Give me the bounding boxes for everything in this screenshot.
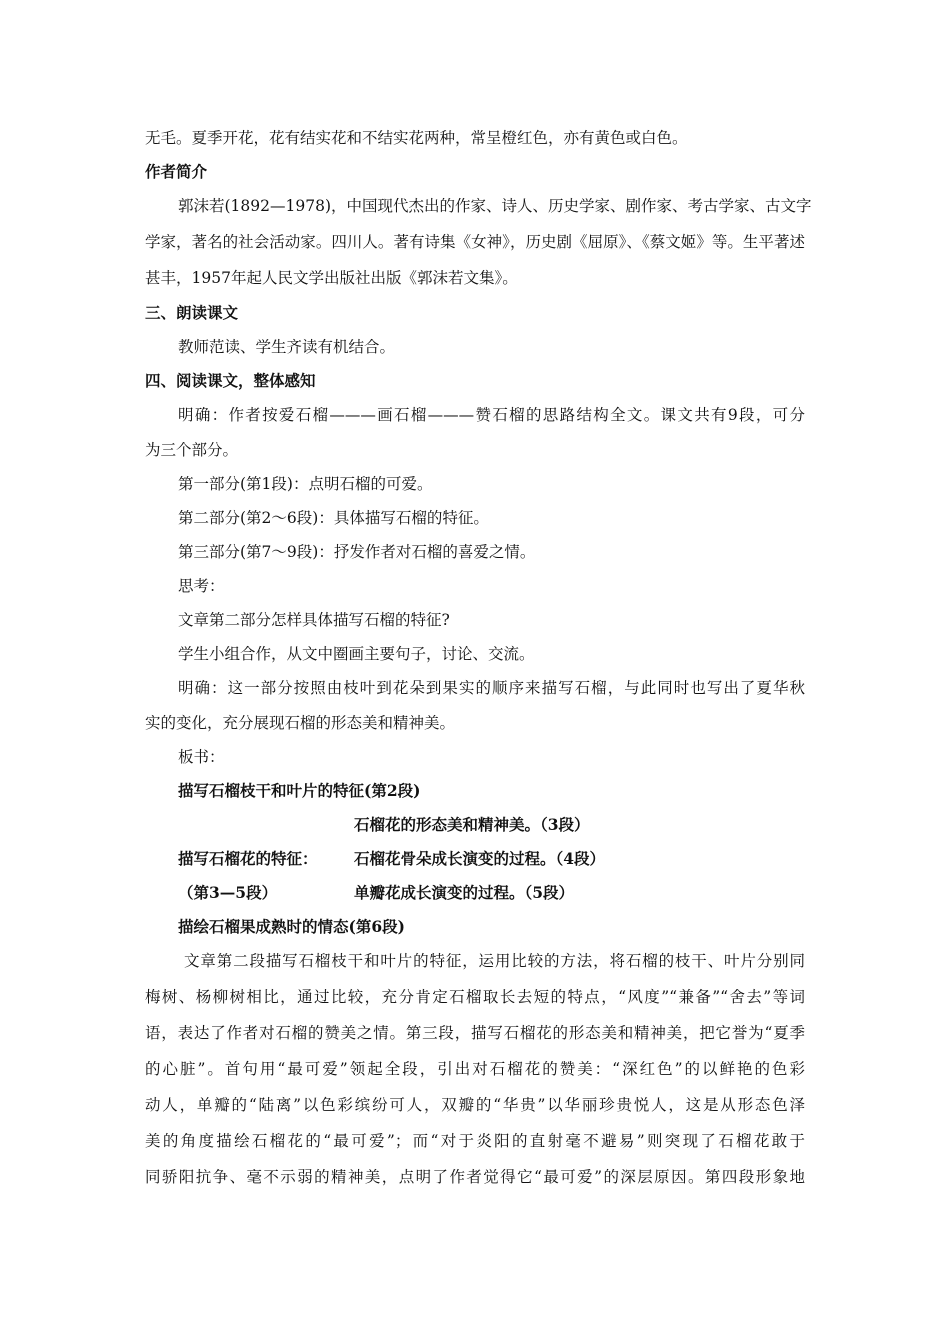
paragraph-line: 甚丰，1957年起人民文学出版社出版《郭沫若文集》。 bbox=[145, 269, 518, 287]
paragraph-line: 明确：这一部分按照由枝叶到花朵到果实的顺序来描写石榴，与此同时也写出了夏华秋 bbox=[178, 679, 805, 697]
paragraph-line: 为三个部分。 bbox=[145, 441, 239, 459]
section-heading-author: 作者简介 bbox=[145, 162, 208, 181]
board-line: 描写石榴枝干和叶片的特征(第2段) bbox=[178, 781, 421, 800]
paragraph-line: 动人，单瓣的“陆离”以色彩缤纷可人，双瓣的“华贵”以华丽珍贵悦人，这是从形态色泽 bbox=[145, 1096, 805, 1114]
board-line: 单瓣花成长演变的过程。（5段） bbox=[354, 883, 575, 902]
paragraph-line: 学家，著名的社会活动家。四川人。著有诗集《女神》，历史剧《屈原》、《蔡文姬》等。生平著述 bbox=[145, 233, 805, 251]
board-line: （第3—5段） bbox=[178, 883, 278, 902]
board-line: 描写石榴花的特征： bbox=[178, 849, 318, 868]
paragraph-line: 学生小组合作，从文中圈画主要句子，讨论、交流。 bbox=[178, 645, 535, 663]
paragraph-line: 文章第二段描写石榴枝干和叶片的特征，运用比较的方法，将石榴的枝干、叶片分别同 bbox=[184, 952, 805, 970]
paragraph-line: 同骄阳抗争、毫不示弱的精神美，点明了作者觉得它“最可爱”的深层原因。第四段形象地 bbox=[145, 1168, 805, 1186]
paragraph-line: 的心脏”。首句用“最可爱”领起全段，引出对石榴花的赞美：“深红色”的以鲜艳的色彩 bbox=[145, 1060, 805, 1078]
board-label: 板书： bbox=[178, 748, 225, 766]
paragraph-line: 教师范读、学生齐读有机结合。 bbox=[178, 338, 396, 356]
section-heading-reading: 三、朗读课文 bbox=[145, 303, 239, 322]
paragraph-line: 语，表达了作者对石榴的赞美之情。第三段，描写石榴花的形态美和精神美，把它誉为“夏季 bbox=[145, 1024, 805, 1042]
board-line: 描绘石榴果成熟时的情态(第6段) bbox=[178, 917, 405, 936]
paragraph-line: 郭沫若(1892—1978)，中国现代杰出的作家、诗人、历史学家、剧作家、考古学家、古文字 bbox=[178, 197, 812, 215]
paragraph-line: 实的变化，充分展现石榴的形态美和精神美。 bbox=[145, 714, 456, 732]
paragraph-line: 第二部分(第2～6段)：具体描写石榴的特征。 bbox=[178, 509, 489, 527]
paragraph-line: 思考： bbox=[178, 577, 225, 595]
paragraph-line: 第一部分(第1段)：点明石榴的可爱。 bbox=[178, 475, 433, 493]
paragraph-line: 梅树、杨柳树相比，通过比较，充分肯定石榴取长去短的特点，“风度”“兼备”“舍去”等词 bbox=[145, 988, 805, 1006]
paragraph-line: 美的角度描绘石榴花的“最可爱”；而“对于炎阳的直射毫不避易”则突现了石榴花敢于 bbox=[145, 1132, 805, 1150]
paragraph-line: 文章第二部分怎样具体描写石榴的特征? bbox=[178, 611, 450, 629]
board-line: 石榴花的形态美和精神美。（3段） bbox=[354, 815, 590, 834]
paragraph-line: 无毛。夏季开花，花有结实花和不结实花两种，常呈橙红色，亦有黄色或白色。 bbox=[145, 129, 688, 147]
section-heading-overview: 四、阅读课文，整体感知 bbox=[145, 371, 316, 390]
paragraph-line: 第三部分(第7～9段)：抒发作者对石榴的喜爱之情。 bbox=[178, 543, 536, 561]
paragraph-line: 明确：作者按爱石榴———画石榴———赞石榴的思路结构全文。课文共有9段，可分 bbox=[178, 406, 805, 424]
board-line: 石榴花骨朵成长演变的过程。（4段） bbox=[354, 849, 606, 868]
